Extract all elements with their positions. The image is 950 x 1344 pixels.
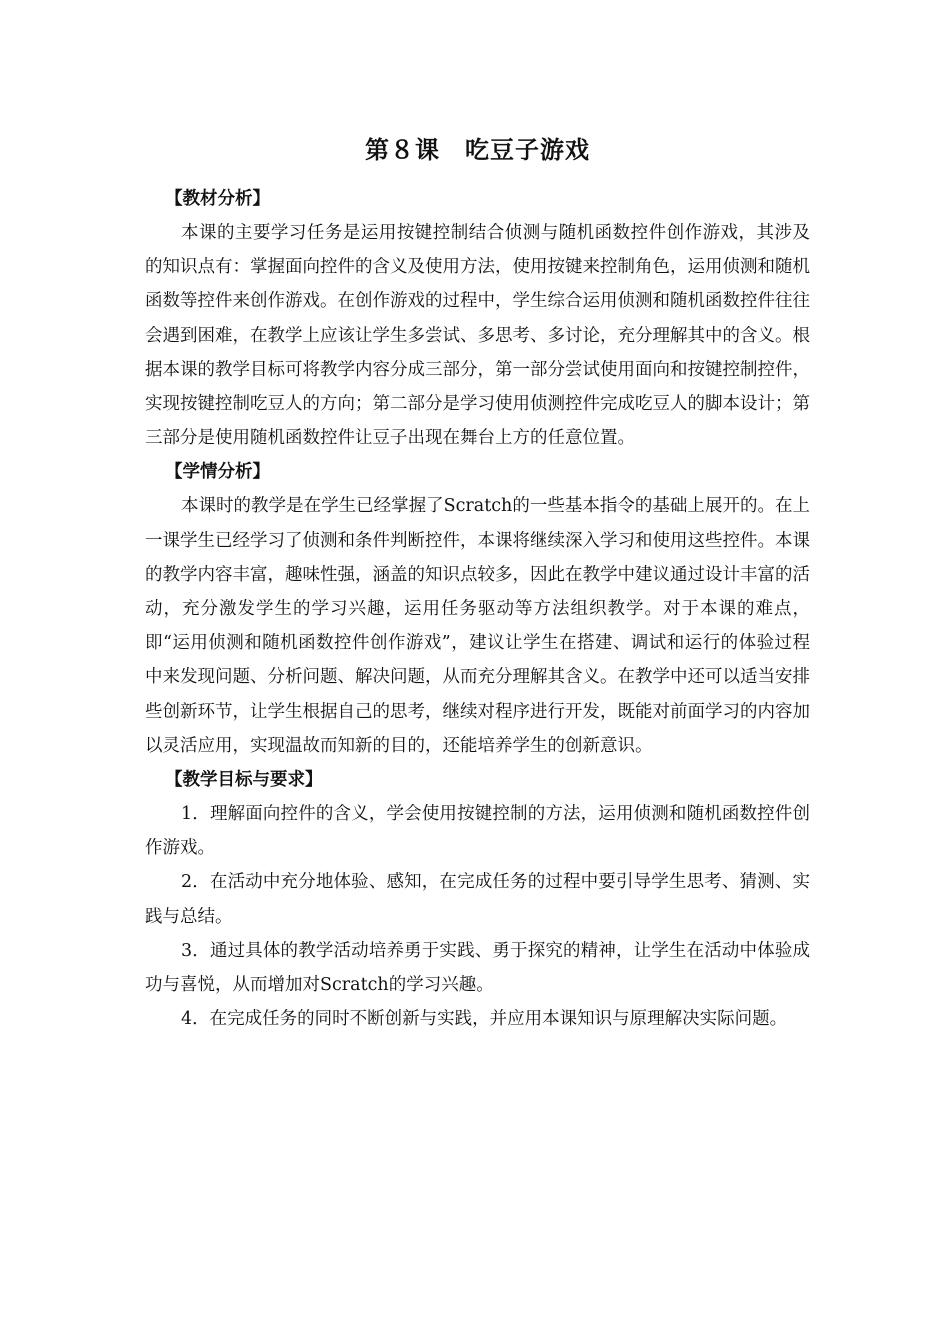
section-teaching-goals (145, 763, 810, 1036)
goal-item: 1．理解面向控件的含义，学会使用按键控制的方法，运用侦测和随机函数控件创作游戏。 (145, 804, 810, 859)
goal-item: 4．在完成任务的同时不断创新与实践，并应用本课知识与原理解决实际问题。 (181, 1009, 788, 1030)
document-body (145, 130, 810, 1036)
goal-item: 3．通过具体的教学活动培养勇于实践、勇于探究的精神，让学生在活动中体验成功与喜悦，从而增加对Scratch的学习兴趣。 (145, 940, 810, 996)
paragraph: 本课的主要学习任务是运用按键控制结合侦测与随机函数控件创作游戏，其涉及的知识点有：掌握面向控件的含义及使用方法，使用按键来控制角色，运用侦测和随机函数等控件来创作游戏。在创作游戏的过程中，学生综合运用侦测和随机函数控件往往会遇到困难，在教学上应该让学生多尝试、多思考、多讨论，充分理解其中的含义。根据本课的教学目标可将教学内容分成三部分，第一部分尝试使用面向和按键控制控件，实现按键控制吃豆人的方向；第二部分是学习使用侦测控件完成吃豆人的脚本设计；第三部分是使用随机函数控件让豆子出现在舞台上方的任意位置。 (145, 223, 810, 449)
goal-item: 2．在活动中充分地体验、感知，在完成任务的过程中要引导学生思考、猜测、实践与总结。 (145, 872, 810, 927)
page-title: 第８课 吃豆子游戏 (365, 136, 590, 164)
paragraph: 本课时的教学是在学生已经掌握了Scratch的一些基本指令的基础上展开的。在上一课学生已经学习了侦测和条件判断控件，本课将继续深入学习和使用这些控件。本课的教学内容丰富，趣味性强，涵盖的知识点较多，因此在教学中建议通过设计丰富的活动，充分激发学生的学习兴趣，运用任务驱动等方法组织教学。对于本课的难点，即“运用侦测和随机函数控件创作游戏”，建议让学生在搭建、调试和运行的体验过程中来发现问题、分析问题、解决问题，从而充分理解其含义。在教学中还可以适当安排些创新环节，让学生根据自己的思考，继续对程序进行开发，既能对前面学习的内容加以灵活应用，实现温故而知新的目的，还能培养学生的创新意识。 (145, 496, 810, 756)
section-heading: 【教材分析】 (165, 189, 270, 209)
section-student-analysis (145, 455, 810, 763)
section-heading: 【教学目标与要求】 (165, 770, 323, 791)
section-heading: 【学情分析】 (165, 462, 270, 483)
section-textbook-analysis (145, 182, 810, 455)
